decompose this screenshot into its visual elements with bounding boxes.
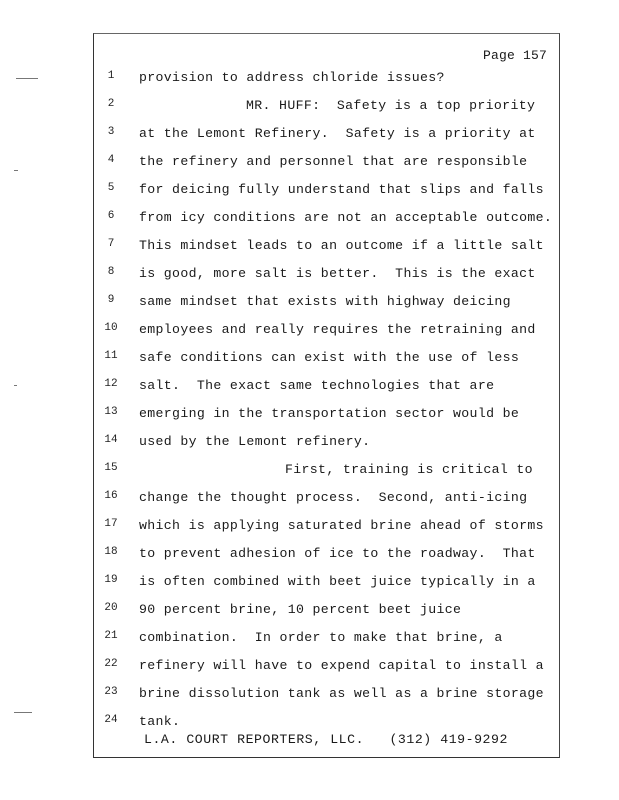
- line-text: tank.: [139, 714, 181, 729]
- line-text: salt. The exact same technologies that are: [139, 378, 495, 393]
- line-number: 14: [104, 434, 118, 446]
- line-number: 1: [107, 70, 115, 82]
- line-number: 23: [104, 686, 118, 698]
- transcript-line: [0, 350, 619, 372]
- transcript-line: [0, 658, 619, 680]
- line-text: at the Lemont Refinery. Safety is a priority at: [139, 126, 536, 141]
- transcript-line: [0, 686, 619, 708]
- transcript-line: [0, 602, 619, 624]
- line-text: refinery will have to expend capital to install a: [139, 658, 544, 673]
- line-number: 11: [104, 350, 118, 362]
- line-number: 13: [104, 406, 118, 418]
- transcript-line: [0, 70, 619, 92]
- transcript-line: [0, 210, 619, 232]
- transcript-line: [0, 546, 619, 568]
- line-text: combination. In order to make that brine, a: [139, 630, 503, 645]
- line-number: 16: [104, 490, 118, 502]
- line-text: used by the Lemont refinery.: [139, 434, 371, 449]
- transcript-line: [0, 98, 619, 120]
- transcript-line: [0, 630, 619, 652]
- line-number: 2: [107, 98, 115, 110]
- line-text: First, training is critical to: [285, 462, 533, 477]
- line-number: 17: [104, 518, 118, 530]
- transcript-line: [0, 518, 619, 540]
- transcript-line: [0, 434, 619, 456]
- transcript-line: [0, 574, 619, 596]
- transcript-line: [0, 182, 619, 204]
- line-text: provision to address chloride issues?: [139, 70, 445, 85]
- line-number: 7: [107, 238, 115, 250]
- transcript-line: [0, 462, 619, 484]
- line-text: the refinery and personnel that are responsible: [139, 154, 528, 169]
- line-text: MR. HUFF: Safety is a top priority: [246, 98, 536, 113]
- line-number: 9: [107, 294, 115, 306]
- transcript-line: [0, 238, 619, 260]
- line-text: change the thought process. Second, anti-icing: [139, 490, 528, 505]
- transcript-line: [0, 126, 619, 148]
- line-number: 19: [104, 574, 118, 586]
- line-number: 21: [104, 630, 118, 642]
- transcript-line: [0, 154, 619, 176]
- transcript-line: [0, 490, 619, 512]
- transcript-line: [0, 406, 619, 428]
- line-text: from icy conditions are not an acceptable outcome.: [139, 210, 553, 225]
- line-text: brine dissolution tank as well as a brine storage: [139, 686, 544, 701]
- line-text: which is applying saturated brine ahead of storms: [139, 518, 544, 533]
- line-number: 8: [107, 266, 115, 278]
- transcript-line: [0, 266, 619, 288]
- line-text: This mindset leads to an outcome if a little salt: [139, 238, 544, 253]
- transcript-line: [0, 294, 619, 316]
- line-text: is often combined with beet juice typically in a: [139, 574, 536, 589]
- transcript-line: [0, 378, 619, 400]
- line-text: is good, more salt is better. This is the exact: [139, 266, 536, 281]
- line-number: 18: [104, 546, 118, 558]
- page-number: Page 157: [482, 48, 547, 63]
- line-number: 22: [104, 658, 118, 670]
- line-text: safe conditions can exist with the use of less: [139, 350, 520, 365]
- line-number: 6: [107, 210, 115, 222]
- line-number: 12: [104, 378, 118, 390]
- line-number: 24: [104, 714, 118, 726]
- line-number: 4: [107, 154, 115, 166]
- line-text: same mindset that exists with highway deicing: [139, 294, 511, 309]
- line-text: employees and really requires the retraining and: [139, 322, 536, 337]
- line-number: 3: [107, 126, 115, 138]
- line-text: to prevent adhesion of ice to the roadway. That: [139, 546, 536, 561]
- line-number: 20: [104, 602, 118, 614]
- transcript-line: [0, 322, 619, 344]
- line-text: 90 percent brine, 10 percent beet juice: [139, 602, 462, 617]
- line-number: 10: [104, 322, 118, 334]
- scan-mark: [14, 712, 32, 713]
- line-text: for deicing fully understand that slips and falls: [139, 182, 544, 197]
- line-number: 15: [104, 462, 118, 474]
- line-number: 5: [107, 182, 115, 194]
- court-reporter-footer: L.A. COURT REPORTERS, LLC. (312) 419-9292: [144, 732, 508, 747]
- line-text: emerging in the transportation sector would be: [139, 406, 520, 421]
